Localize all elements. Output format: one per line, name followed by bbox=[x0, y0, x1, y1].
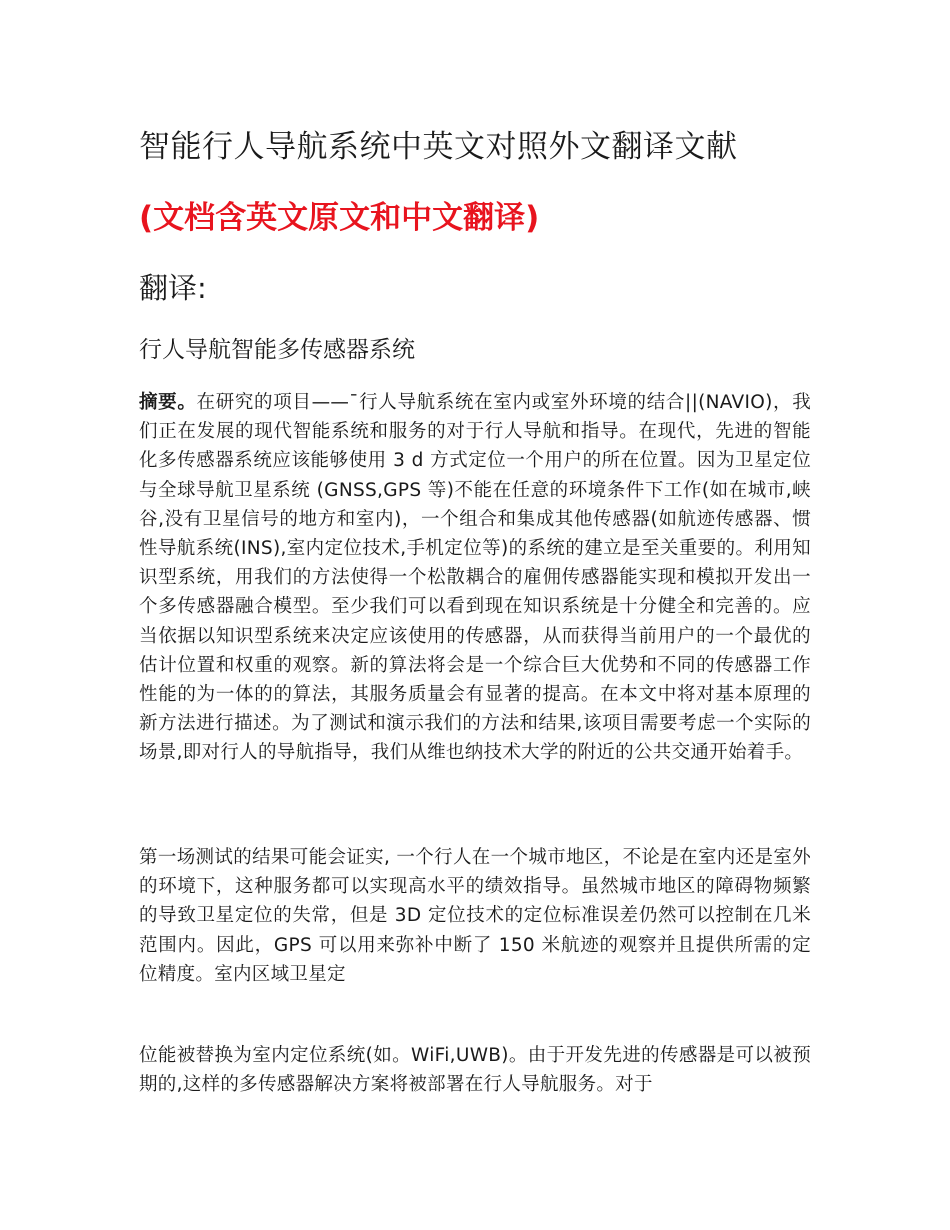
document-title: 智能行人导航系统中英文对照外文翻译文献 bbox=[139, 129, 738, 165]
abstract-text: 在研究的项目——¯行人导航系统在室内或室外环境的结合||(NAVIO)，我们正在发展的现代智能系统和服务的对于行人导航和指导。在现代，先进的智能化多传感器系统应该能够使用 3 d 方式定位一个用户的所在位置。因为卫星定位与全球导航卫星系统 (GNSS,GPS 等)不能在任意的环境条件下工作(如在城市,峡谷,没有卫星信号的地方和室内)，一个组合和集成其他传感器(如航迹传感器、惯性导航系统(INS),室内定位技术,手机定位等)的系统的建立是至关重要的。利用知识型系统，用我们的方法使得一个松散耦合的雇佣传感器能实现和模拟开发出一个多传感器融合模型。至少我们可以看到现在知识系统是十分健全和完善的。应当依据以知识型系统来决定应该使用的传感器，从而获得当前用户的一个最优的估计位置和权重的观察。新的算法将会是一个综合巨大优势和不同的传感器工作性能的为一体的的算法，其服务质量会有显著的提高。在本文中将对基本原理的新方法进行描述。为了测试和演示我们的方法和结果,该项目需要考虑一个实际的场景,即对行人的导航指导，我们从维也纳技术大学的附近的公共交通开始着手。 bbox=[139, 392, 811, 764]
section-heading: 翻译: bbox=[139, 271, 207, 305]
article-title: 行人导航智能多传感器系统 bbox=[139, 337, 415, 363]
abstract-paragraph bbox=[139, 388, 811, 768]
body-paragraph-3: 位能被替换为室内定位系统(如。WiFi,UWB)。由于开发先进的传感器是可以被预期的,这样的多传感器解决方案将被部署在行人导航服务。对于 bbox=[139, 1045, 811, 1096]
document-subtitle: (文档含英文原文和中文翻译) bbox=[139, 200, 540, 236]
body-paragraph-2: 第一场测试的结果可能会证实, 一个行人在一个城市地区，不论是在室内还是室外的环境下，这种服务都可以实现高水平的绩效指导。虽然城市地区的障碍物频繁的导致卫星定位的失常，但是 3D 定位技术的定位标准误差仍然可以控制在几米范围内。因此，GPS 可以用来弥补中断了 150 米航迹的观察并且提供所需的定位精度。室内区域卫星定 bbox=[139, 847, 811, 985]
abstract-lead: 摘要。 bbox=[139, 392, 197, 413]
